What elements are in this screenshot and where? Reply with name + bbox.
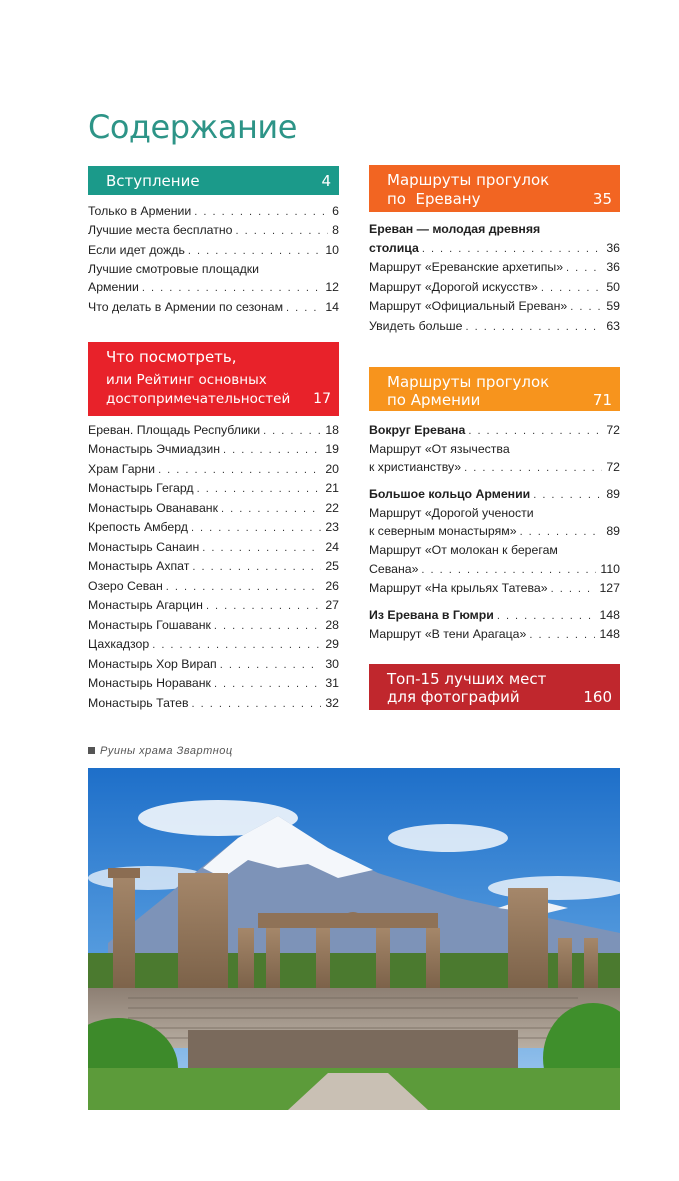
toc-item[interactable]: столица . . . 36: [369, 238, 620, 258]
section-page: 4: [321, 172, 331, 190]
toc-list-routes-yerevan: [369, 220, 620, 336]
toc-item-line: Маршрут «От язычества: [369, 441, 510, 456]
toc-item[interactable]: Монастырь Агарцин . . . 27: [88, 596, 339, 616]
toc-item[interactable]: Маршрут «На крыльях Татева» . . . 127: [369, 579, 620, 599]
caption-square-icon: [88, 747, 95, 754]
section-page: 71: [592, 391, 612, 409]
toc-item[interactable]: Маршрут «Дорогой искусств» . . . 50: [369, 277, 620, 297]
toc-item[interactable]: к христианству» . . . 72: [369, 458, 620, 478]
toc-item-line: Ереван — молодая древняя: [369, 222, 541, 236]
toc-item-line: Лучшие смотровые площадки: [88, 261, 260, 276]
toc-item[interactable]: Увидеть больше . . . 63: [369, 316, 620, 336]
toc-item[interactable]: Цахкадзор . . . 29: [88, 635, 339, 655]
section-title-line: по Еревану: [387, 190, 481, 208]
toc-item[interactable]: Вокруг Еревана . . . 72: [369, 420, 620, 440]
toc-item[interactable]: Из Еревана в Гюмри . . . 148: [369, 605, 620, 625]
section-page: 160: [583, 688, 612, 706]
section-header-top15[interactable]: [369, 664, 620, 710]
toc-item[interactable]: Монастырь Ахпат . . . 25: [88, 557, 339, 577]
section-header-intro[interactable]: [88, 166, 339, 195]
toc-item[interactable]: Монастырь Татев . . . 32: [88, 693, 339, 713]
toc-item[interactable]: Севана» . . . 110: [369, 559, 620, 579]
section-title-line: для фотографий: [387, 688, 520, 706]
section-title-line: Маршруты прогулок: [387, 171, 550, 189]
toc-item[interactable]: Крепость Амберд . . . 23: [88, 518, 339, 538]
section-page: 17: [313, 391, 331, 407]
photo-caption: Руины храма Звартноц: [88, 745, 233, 757]
section-header-sights[interactable]: [88, 342, 339, 416]
toc-item[interactable]: Монастырь Гегард . . . 21: [88, 479, 339, 499]
photo-illustration: [88, 768, 620, 1110]
toc-item[interactable]: Озеро Севан . . . 26: [88, 576, 339, 596]
toc-item[interactable]: Ереван. Площадь Республики . . . 18: [88, 420, 339, 440]
toc-item[interactable]: Монастырь Эчмиадзин . . . 19: [88, 440, 339, 460]
toc-list-intro: [88, 201, 339, 317]
toc-item[interactable]: Монастырь Нораванк . . . 31: [88, 674, 339, 694]
section-title-line: Маршруты прогулок: [387, 373, 550, 391]
toc-item-line: Маршрут «Дорогой учености: [369, 505, 534, 520]
toc-item[interactable]: Лучшие места бесплатно . . . 8: [88, 221, 339, 241]
section-title: Вступление: [106, 172, 200, 190]
section-header-routes-armenia[interactable]: [369, 367, 620, 411]
toc-item[interactable]: Армении . . . 12: [88, 278, 339, 298]
section-title-line: по Армении: [387, 391, 481, 409]
toc-item[interactable]: Что делать в Армении по сезонам . . . 14: [88, 297, 339, 317]
section-page: 35: [592, 190, 612, 208]
section-header-routes-yerevan[interactable]: [369, 165, 620, 212]
toc-item[interactable]: Монастырь Санаин . . . 24: [88, 537, 339, 557]
section-title-line: Что посмотреть,: [106, 348, 237, 366]
toc-item[interactable]: Храм Гарни . . . 20: [88, 459, 339, 479]
toc-item[interactable]: Маршрут «Официальный Ереван» . . . 59: [369, 297, 620, 317]
toc-item[interactable]: Если идет дождь . . . 10: [88, 240, 339, 260]
toc-item[interactable]: Монастырь Хор Вирап . . . 30: [88, 654, 339, 674]
toc-item[interactable]: к северным монастырям» . . . 89: [369, 522, 620, 542]
section-title-line: Топ-15 лучших мест: [387, 670, 547, 688]
toc-item-line: Маршрут «От молокан к берегам: [369, 543, 558, 557]
toc-item[interactable]: Монастырь Ованаванк . . . 22: [88, 498, 339, 518]
toc-item[interactable]: Маршрут «Ереванские архетипы» . . . 36: [369, 258, 620, 278]
toc-list-sights: [88, 420, 339, 713]
section-title-line: достопримечательностей: [106, 391, 291, 407]
section-title-line: или Рейтинг основных: [106, 372, 267, 388]
toc-item[interactable]: Большое кольцо Армении . . . 89: [369, 484, 620, 504]
toc-item[interactable]: Монастырь Гошаванк . . . 28: [88, 615, 339, 635]
toc-item[interactable]: Только в Армении . . . 6: [88, 201, 339, 221]
toc-item[interactable]: Маршрут «В тени Арагаца» . . . 148: [369, 625, 620, 645]
toc-list-routes-armenia: [369, 420, 620, 644]
zvartnots-photo: [88, 768, 620, 1110]
page-title: Содержание: [88, 108, 297, 146]
